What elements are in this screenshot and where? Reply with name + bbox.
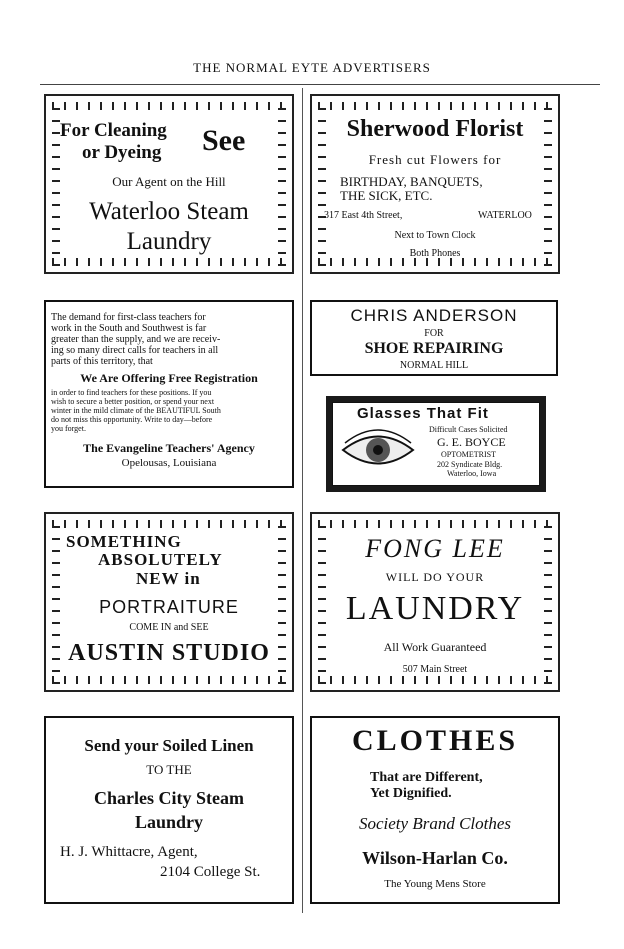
evangeline-paragraph-1 [51, 312, 287, 367]
evangeline-ad [44, 300, 294, 488]
glasses-inner-panel [332, 402, 540, 486]
fong-l1: WILL DO YOUR [385, 570, 485, 584]
chris-name: CHRIS ANDERSON [350, 306, 518, 325]
clothes-l1: CLOTHES [351, 724, 519, 757]
sherwood-city: WATERLOO [478, 210, 532, 221]
evangeline-p2-line: wish to secure a better position, or spend your next [51, 397, 215, 406]
glasses-title: Glasses That Fit [357, 405, 489, 422]
charles-l2: TO THE [146, 762, 192, 777]
glasses-l1: Difficult Cases Solicited [429, 425, 508, 434]
waterloo-see: See [202, 124, 246, 157]
austin-l6: AUSTIN STUDIO [68, 640, 270, 666]
austin-l1: SOMETHING [66, 532, 182, 551]
clothes-l2: That are Different, [370, 770, 483, 785]
page-header: THE NORMAL EYTE ADVERTISERS [193, 60, 431, 75]
evangeline-p2-line: winter in the mild climate of the BEAUTIFUL South [51, 406, 221, 415]
waterloo-ad [44, 94, 294, 274]
austin-studio-ad [44, 512, 294, 692]
evangeline-p2-line: do not miss this opportunity. Write to day—before [51, 415, 213, 424]
evangeline-p2-line: you forget. [51, 424, 86, 433]
clothes-ad [310, 716, 560, 904]
sherwood-title: Sherwood Florist [346, 116, 524, 142]
sherwood-address: 317 East 4th Street, [324, 210, 403, 221]
clothes-l3: Yet Dignified. [370, 786, 452, 801]
column-divider [302, 88, 303, 913]
sherwood-line5: Next to Town Clock [394, 230, 476, 241]
clothes-l5: Wilson-Harlan Co. [362, 848, 508, 868]
evangeline-offer: We Are Offering Free Registration [80, 371, 258, 385]
sherwood-line3: THE SICK, ETC. [340, 188, 433, 203]
waterloo-name2: Laundry [126, 228, 212, 255]
glasses-l4: 202 Syndicate Bldg. [437, 460, 503, 469]
fong-l3: All Work Guaranteed [383, 640, 487, 654]
glasses-ad [326, 396, 546, 492]
evangeline-p1-line: parts of this territory, that [51, 356, 153, 367]
sherwood-line1: Fresh cut Flowers for [368, 152, 502, 167]
clothes-l4: Society Brand Clothes [358, 814, 512, 833]
evangeline-p1-line: The demand for first-class teachers for [51, 312, 206, 323]
waterloo-for-cleaning: For Cleaning [60, 120, 167, 141]
evangeline-p1-line: work in the South and Southwest is far [51, 323, 207, 334]
evangeline-p2-line: in order to find teachers for these positions. If you [51, 388, 212, 397]
sherwood-line6: Both Phones [409, 248, 461, 259]
austin-l4: PORTRAITURE [99, 597, 239, 617]
charles-l6: 2104 College St. [160, 864, 261, 880]
chris-anderson-ad [310, 300, 558, 376]
austin-l5: COME IN and SEE [129, 622, 209, 633]
fong-lee-ad [310, 512, 560, 692]
charles-l1: Send your Soiled Linen [84, 736, 254, 755]
fong-l2: LAUNDRY [345, 590, 525, 627]
fong-l4: 507 Main Street [402, 664, 468, 675]
waterloo-name1: Waterloo Steam [89, 198, 249, 225]
fong-name: FONG LEE [365, 534, 505, 563]
clothes-l6: The Young Mens Store [384, 878, 486, 890]
header-rule [40, 84, 600, 85]
evangeline-p1-line: greater than the supply, and we are receiv- [51, 334, 221, 345]
charles-l4: Laundry [134, 812, 204, 832]
waterloo-agent: Our Agent on the Hill [112, 174, 226, 189]
glasses-l5: Waterloo, Iowa [447, 469, 497, 478]
chris-location: NORMAL HILL [399, 360, 469, 371]
austin-l3: NEW in [136, 569, 201, 588]
eye-icon [341, 425, 415, 475]
charles-l3: Charles City Steam [94, 788, 244, 808]
charles-city-ad [44, 716, 294, 904]
evangeline-agency: The Evangeline Teachers' Agency [83, 441, 255, 455]
waterloo-or-dyeing: or Dyeing [82, 142, 162, 163]
glasses-l2: G. E. BOYCE [437, 435, 506, 449]
austin-l2: ABSOLUTELY [98, 550, 223, 569]
evangeline-p1-line: ing so many direct calls for teachers in all [51, 345, 219, 356]
sherwood-ad [310, 94, 560, 274]
charles-l5: H. J. Whittacre, Agent, [60, 844, 198, 860]
chris-for: FOR [424, 328, 444, 339]
evangeline-location: Opelousas, Louisiana [121, 457, 217, 469]
sherwood-line2: BIRTHDAY, BANQUETS, [340, 174, 483, 189]
evangeline-paragraph-2 [51, 388, 287, 433]
chris-service: SHOE REPAIRING [364, 340, 504, 357]
glasses-l3: OPTOMETRIST [441, 450, 496, 459]
